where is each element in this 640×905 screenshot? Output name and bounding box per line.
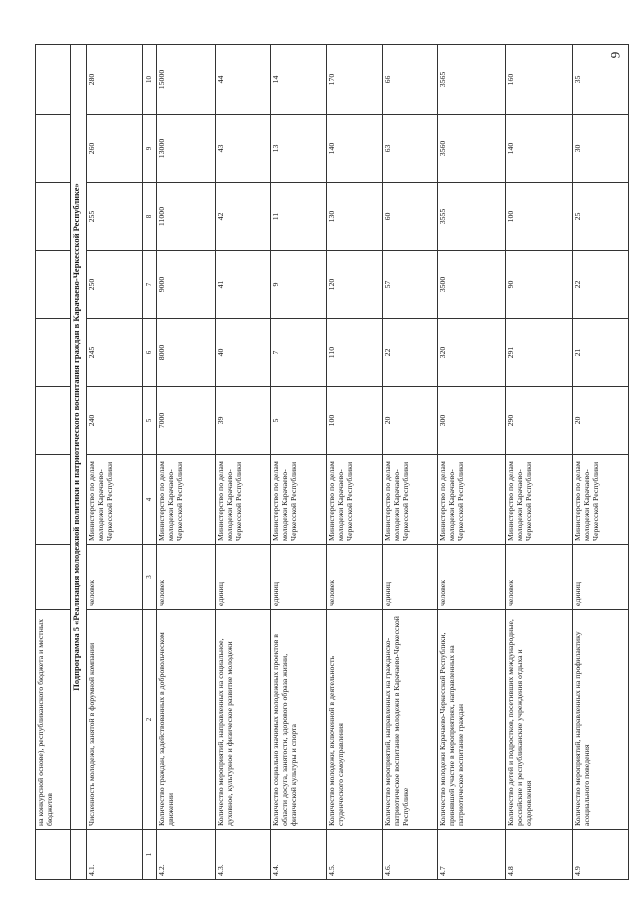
value-cell: 160 <box>506 45 573 115</box>
value-cell: 300 <box>438 387 506 455</box>
value-cell: 39 <box>216 387 271 455</box>
col-index: 1 <box>143 830 157 880</box>
value-cell: 44 <box>216 45 271 115</box>
value-cell: 5 <box>271 387 327 455</box>
table-row <box>327 45 383 880</box>
value-cell: 8000 <box>157 319 216 387</box>
value-cell: 43 <box>216 115 271 183</box>
row-number: 4.5. <box>327 830 383 880</box>
indicator-name: Количество социально значимых молодежных проектов в области досуга, занятости, здорового образа жизни, физической культуры и спорта <box>271 610 327 830</box>
col-index: 8 <box>143 183 157 251</box>
responsible-org: Министерство по делам молодежи Карачаево-Черкесской Республики <box>506 455 573 545</box>
value-cell: 35 <box>573 45 629 115</box>
value-cell: 280 <box>87 45 143 115</box>
row-number: 4.8 <box>506 830 573 880</box>
responsible-org: Министерство по делам молодежи Карачаево-Черкесской Республики <box>216 455 271 545</box>
table-row <box>383 45 438 880</box>
indicator-name: Численность молодежи, занятой в форумной компании <box>87 610 143 830</box>
value-cell: 100 <box>327 387 383 455</box>
value-cell: 11000 <box>157 183 216 251</box>
table-row <box>157 45 216 880</box>
value-cell: 30 <box>573 115 629 183</box>
value-cell: 22 <box>573 251 629 319</box>
value-cell: 21 <box>573 319 629 387</box>
col-index: 3 <box>143 545 157 610</box>
indicator-name: Количество молодежи, включенной в деятельность студенческого самоуправления <box>327 610 383 830</box>
subprogram-heading-row <box>71 45 87 880</box>
value-cell: 63 <box>383 115 438 183</box>
unit: человек <box>157 545 216 610</box>
value-cell: 255 <box>87 183 143 251</box>
value-cell: 291 <box>506 319 573 387</box>
unit: человек <box>506 545 573 610</box>
value-cell: 22 <box>383 319 438 387</box>
value-cell: 15000 <box>157 45 216 115</box>
value-cell: 9 <box>271 251 327 319</box>
value-cell: 170 <box>327 45 383 115</box>
value-cell: 14 <box>271 45 327 115</box>
value-cell: 42 <box>216 183 271 251</box>
responsible-org: Министерство по делам молодежи Карачаево-Черкесской Республики <box>327 455 383 545</box>
value-cell: 25 <box>573 183 629 251</box>
value-cell: 13 <box>271 115 327 183</box>
table-row <box>573 45 629 880</box>
value-cell: 120 <box>327 251 383 319</box>
column-index-row <box>143 45 157 880</box>
value-cell: 130 <box>327 183 383 251</box>
value-cell: 320 <box>438 319 506 387</box>
value-cell: 57 <box>383 251 438 319</box>
responsible-org: Министерство по делам молодежи Карачаево-Черкесской Республики <box>87 455 143 545</box>
row-number: 4.3. <box>216 830 271 880</box>
value-cell: 260 <box>87 115 143 183</box>
indicators-table <box>35 44 629 880</box>
page-number-text: 9 <box>607 51 622 59</box>
col-index: 5 <box>143 387 157 455</box>
responsible-org: Министерство по делам молодежи Карачаево-Черкесской Республики <box>573 455 629 545</box>
indicator-name: Количество граждан, задействованных в добровольческом движении <box>157 610 216 830</box>
cell-continuation-text: на конкурсной основе), республиканского бюджета и местных бюджетов <box>36 610 71 830</box>
value-cell: 3555 <box>438 183 506 251</box>
value-cell: 20 <box>573 387 629 455</box>
row-number: 4.9 <box>573 830 629 880</box>
unit: единиц <box>383 545 438 610</box>
value-cell: 240 <box>87 387 143 455</box>
responsible-org: Министерство по делам молодежи Карачаево-Черкесской Республики <box>383 455 438 545</box>
table-row <box>506 45 573 880</box>
value-cell: 60 <box>383 183 438 251</box>
row-number: 4.6. <box>383 830 438 880</box>
table-row <box>271 45 327 880</box>
indicator-name: Количество мероприятий, направленных на гражданско-патриотическое воспитание молодежи в Карачаево-Черкесской Республике <box>383 610 438 830</box>
unit: единиц <box>271 545 327 610</box>
subprogram-title: Подпрограмма 5 «Реализация молодежной политики и патриотического воспитания граждан в Карачаево-Черкесской Республике» <box>71 45 87 830</box>
row-number: 4.1. <box>87 830 143 880</box>
unit: человек <box>327 545 383 610</box>
value-cell: 13000 <box>157 115 216 183</box>
col-index: 4 <box>143 455 157 545</box>
value-cell: 7 <box>271 319 327 387</box>
col-index: 6 <box>143 319 157 387</box>
indicator-name: Количество мероприятий, направленных на профилактику асоциального поведения <box>573 610 629 830</box>
value-cell: 40 <box>216 319 271 387</box>
value-cell: 100 <box>506 183 573 251</box>
responsible-org: Министерство по делам молодежи Карачаево-Черкесской Республики <box>438 455 506 545</box>
value-cell: 110 <box>327 319 383 387</box>
indicator-name: Количество молодежи Карачаево-Черкесской Республики, принявшей участие в мероприятиях, направленных на патриотическое воспитание граждан <box>438 610 506 830</box>
value-cell: 90 <box>506 251 573 319</box>
value-cell: 3565 <box>438 45 506 115</box>
responsible-org: Министерство по делам молодежи Карачаево-Черкесской Республики <box>157 455 216 545</box>
col-index: 7 <box>143 251 157 319</box>
row-number: 4.2. <box>157 830 216 880</box>
value-cell: 11 <box>271 183 327 251</box>
responsible-org: Министерство по делам молодежи Карачаево-Черкесской Республики <box>271 455 327 545</box>
unit: человек <box>438 545 506 610</box>
unit: единиц <box>573 545 629 610</box>
value-cell: 3500 <box>438 251 506 319</box>
value-cell: 140 <box>327 115 383 183</box>
value-cell: 250 <box>87 251 143 319</box>
value-cell: 66 <box>383 45 438 115</box>
table-row-continuation <box>36 45 71 880</box>
value-cell: 20 <box>383 387 438 455</box>
value-cell: 3560 <box>438 115 506 183</box>
value-cell: 290 <box>506 387 573 455</box>
table-row <box>216 45 271 880</box>
value-cell: 7000 <box>157 387 216 455</box>
indicator-name: Количество детей и подростков, посетивших международные, российские и республиканские учреждения отдыха и оздоровления <box>506 610 573 830</box>
table-row <box>438 45 506 880</box>
indicator-name: Количество мероприятий, направленных на социальное, духовное, культурное и физическое развитие молодежи <box>216 610 271 830</box>
cell-empty <box>36 830 71 880</box>
value-cell: 41 <box>216 251 271 319</box>
value-cell: 9000 <box>157 251 216 319</box>
unit: единиц <box>216 545 271 610</box>
col-index: 2 <box>143 610 157 830</box>
col-index: 9 <box>143 115 157 183</box>
col-index: 10 <box>143 45 157 115</box>
row-number: 4.7 <box>438 830 506 880</box>
table-row <box>87 45 143 880</box>
rotated-page <box>35 45 600 880</box>
value-cell: 140 <box>506 115 573 183</box>
row-number: 4.4. <box>271 830 327 880</box>
value-cell: 245 <box>87 319 143 387</box>
unit: человек <box>87 545 143 610</box>
